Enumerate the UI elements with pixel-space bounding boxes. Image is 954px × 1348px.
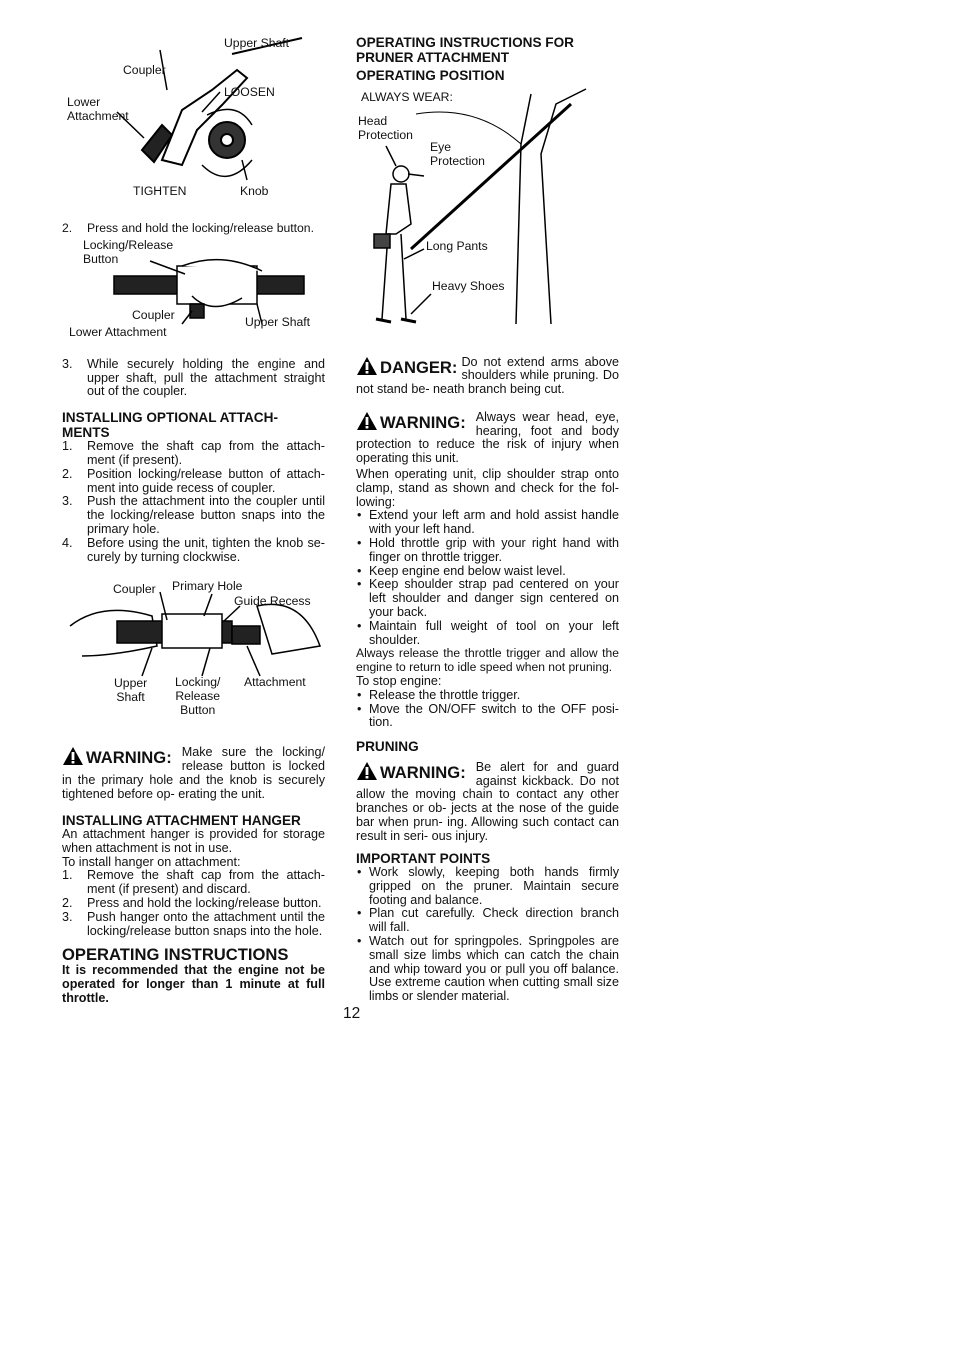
list-item: • Work slowly, keeping both hands firmly gripped on the pruner. Maintain secure footing and balance. bbox=[357, 865, 619, 907]
label-heavy-shoes: Heavy Shoes bbox=[432, 278, 505, 293]
warning-triangle-icon bbox=[356, 761, 378, 781]
list-item: • Extend your left arm and hold assist handle with your left hand. bbox=[357, 508, 619, 537]
page-number: 12 bbox=[343, 1005, 361, 1022]
label-locking-release: Locking/Release Button bbox=[83, 237, 174, 266]
heading-important-points: IMPORTANT POINTS bbox=[356, 850, 491, 866]
warning-label: WARNING: bbox=[356, 411, 466, 431]
label-primary-hole: Primary Hole bbox=[172, 579, 243, 594]
list-item: 2. Position locking/release button of attach- ment into guide recess of coupler. bbox=[62, 466, 325, 495]
heading-pruning: PRUNING bbox=[356, 739, 419, 755]
heading-installing-hanger: INSTALLING ATTACHMENT HANGER bbox=[62, 812, 301, 828]
label-upper-shaft: Upper Shaft bbox=[224, 36, 290, 50]
list-item: 3. Push hanger onto the attachment until the locking/release button snaps into the hole. bbox=[62, 909, 325, 938]
list-item: • Keep shoulder strap pad centered on your left shoulder and danger sign centered on your back. bbox=[357, 577, 619, 620]
label-long-pants: Long Pants bbox=[426, 238, 488, 253]
list-item: • Move the ON/OFF switch to the OFF posi- tion. bbox=[357, 701, 619, 730]
operating-instructions-text: It is recommended that the engine not be operated for longer than 1 minute at full throttle. bbox=[62, 963, 325, 1006]
figure-locking-button bbox=[62, 236, 325, 346]
label-eye-protection: Eye Protection bbox=[430, 139, 485, 168]
list-item: • Release the throttle trigger. bbox=[357, 687, 521, 702]
list-item: 2. Press and hold the locking/release button. bbox=[62, 896, 322, 911]
figure-attachment-install bbox=[62, 576, 325, 726]
danger-block: DANGER: Do not extend arms above shoulders while pruning. Do not stand be- neath branch being cut. bbox=[356, 354, 619, 397]
heading-pruner-attachment: OPERATING INSTRUCTIONS FOR PRUNER ATTACHMENT bbox=[356, 35, 575, 65]
warning-label: WARNING: bbox=[62, 746, 172, 766]
warning-triangle-icon bbox=[356, 356, 378, 376]
danger-label: DANGER: bbox=[356, 356, 457, 376]
label-always-wear: ALWAYS WEAR: bbox=[361, 89, 453, 104]
warning-kickback: WARNING: Be alert for and guard against kickback. Do not allow the moving chain to contact any other branches or ob- jects at the nose of the guide bar when prun- ing. Allowing such contact can result in seri- ous injury. bbox=[356, 759, 619, 843]
figure-operating-position bbox=[356, 84, 619, 334]
list-item: 3. Push the attachment into the coupler until the locking/release button snaps into the primary hole. bbox=[62, 494, 325, 536]
hanger-intro-1: An attachment hanger is provided for storage when attachment is not in use. bbox=[62, 827, 325, 855]
label-head-protection: Head Protection bbox=[358, 113, 413, 142]
list-item: • Watch out for springpoles. Springpoles are small size limbs which can catch the chain and whip toward you or pull you off balance. Use extreme caution when cutting small size limbs or slender material. bbox=[357, 933, 619, 1004]
step-2: 2. Press and hold the locking/release button. bbox=[62, 221, 314, 235]
installing-optional-list bbox=[62, 440, 325, 564]
left-column bbox=[62, 30, 325, 1006]
label-lower-attachment-2: Lower Attachment bbox=[69, 324, 167, 339]
warning-triangle-icon bbox=[62, 746, 84, 766]
stop-paragraph: To stop engine: bbox=[356, 674, 442, 689]
label-knob: Knob bbox=[240, 184, 269, 198]
list-item: • Keep engine end below waist level. bbox=[357, 563, 566, 578]
list-item: • Plan cut carefully. Check direction branch will fall. bbox=[357, 906, 619, 935]
warning-triangle-icon bbox=[356, 411, 378, 431]
label-attachment: Attachment bbox=[244, 675, 306, 690]
operating-bullets bbox=[356, 509, 619, 647]
list-item: 1. Remove the shaft cap from the attach- ment (if present) and discard. bbox=[62, 868, 325, 897]
warning-label: WARNING: bbox=[356, 761, 466, 781]
label-lower-attachment: Lower Attachment bbox=[67, 95, 129, 123]
heading-installing-optional: INSTALLING OPTIONAL ATTACH- MENTS bbox=[62, 410, 278, 440]
warning-locking: WARNING: Make sure the locking/ release button is locked in the primary hole and the knob is securely tightened before op- erating the unit. bbox=[62, 745, 325, 801]
label-tighten: TIGHTEN bbox=[133, 184, 187, 198]
list-item: • Hold throttle grip with your right hand with finger on throttle trigger. bbox=[357, 536, 619, 564]
list-item: • Maintain full weight of tool on your left shoulder. bbox=[357, 618, 619, 647]
release-paragraph: Always release the throttle trigger and allow the engine to return to idle speed when not pruning. bbox=[356, 646, 619, 675]
label-locking-release-3: Locking/ Release Button bbox=[175, 675, 221, 718]
label-loosen: LOOSEN bbox=[224, 85, 275, 99]
operating-paragraph: When operating unit, clip shoulder strap onto clamp, stand as shown and check for the fol- lowing: bbox=[356, 467, 619, 509]
label-upper-shaft-2: Upper Shaft bbox=[245, 314, 311, 329]
label-coupler-3: Coupler bbox=[113, 582, 156, 597]
warning-protection: WARNING: Always wear head, eye, hearing, foot and body protection to reduce the risk of injury when operating this unit. bbox=[356, 409, 619, 466]
stop-bullets bbox=[356, 689, 619, 730]
hanger-intro-2: To install hanger on attachment: bbox=[62, 854, 241, 869]
important-bullets bbox=[356, 866, 619, 1004]
step-3: 3. While securely holding the engine and upper shaft, pull the attachment straight out of the coupler. bbox=[62, 356, 325, 399]
installing-hanger-list bbox=[62, 869, 325, 938]
label-guide-recess: Guide Recess bbox=[234, 594, 311, 609]
label-coupler-2: Coupler bbox=[132, 307, 175, 322]
figure-coupler-knob bbox=[62, 30, 325, 202]
heading-operating-instructions: OPERATING INSTRUCTIONS bbox=[62, 945, 289, 965]
label-upper-shaft-3: Upper Shaft bbox=[114, 676, 148, 705]
right-column bbox=[356, 36, 619, 1004]
list-item: 1. Remove the shaft cap from the attach- ment (if present). bbox=[62, 439, 325, 467]
list-item: 4. Before using the unit, tighten the knob se- curely by turning clockwise. bbox=[62, 535, 325, 564]
label-coupler: Coupler bbox=[123, 63, 166, 77]
heading-operating-position: OPERATING POSITION bbox=[356, 68, 505, 83]
